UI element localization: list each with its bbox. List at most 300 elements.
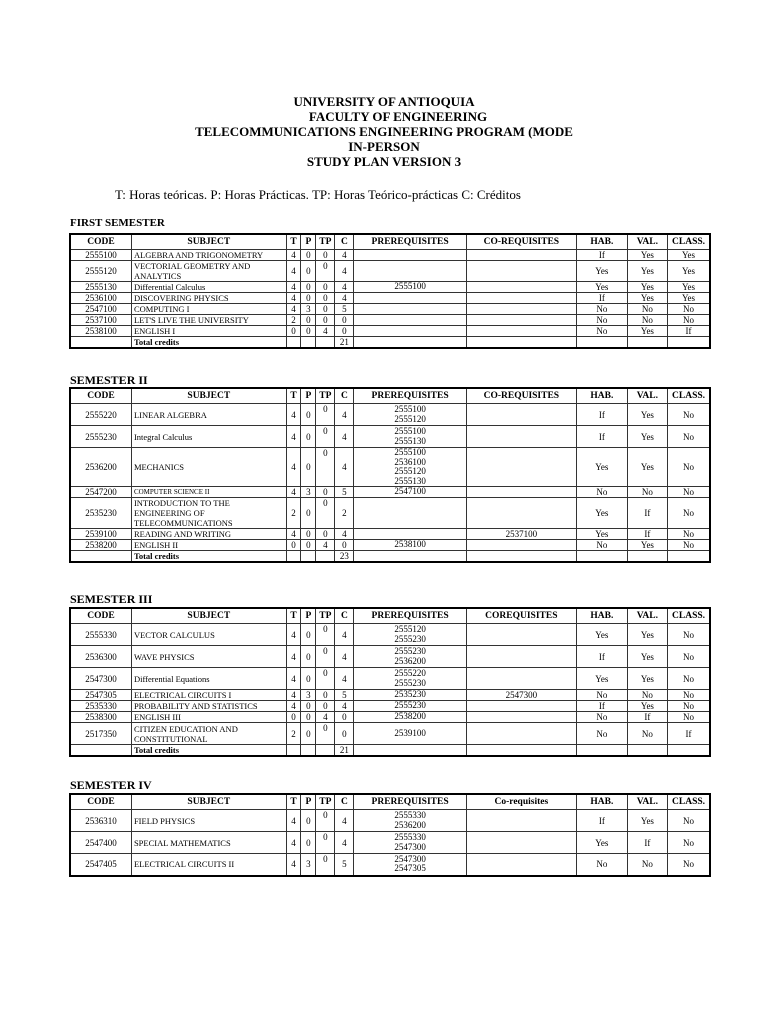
- cell-prerequisites: [354, 540, 466, 551]
- total-credits-label: Total credits: [131, 337, 286, 349]
- cell-subject: VECTORIAL GEOMETRY AND ANALYTICS: [131, 261, 286, 282]
- column-header-corequisites: CO-REQUISITES: [466, 234, 576, 250]
- cell-hab: If: [576, 646, 627, 668]
- cell-p: 0: [301, 293, 316, 304]
- cell-code: 2555120: [70, 261, 131, 282]
- empty-cell: [301, 337, 316, 349]
- cell-c: 0: [335, 712, 354, 723]
- empty-cell: [668, 551, 710, 563]
- cell-class: No: [668, 404, 710, 426]
- cell-tp: 0: [316, 487, 335, 498]
- cell-p: 0: [301, 832, 316, 854]
- cell-class: No: [668, 304, 710, 315]
- cell-subject: SPECIAL MATHEMATICS: [131, 832, 286, 854]
- total-credits-row: [70, 745, 710, 757]
- cell-tp: 0: [316, 810, 335, 832]
- table-row: [70, 498, 710, 529]
- cell-corequisites: [466, 498, 576, 529]
- cell-corequisites: [466, 712, 576, 723]
- column-header-t: T: [286, 234, 301, 250]
- cell-val: No: [627, 854, 667, 876]
- cell-subject: ENGLISH III: [131, 712, 286, 723]
- cell-hab: No: [576, 326, 627, 337]
- cell-val: No: [627, 723, 667, 745]
- semester-3-title: SEMESTER III: [70, 592, 153, 606]
- empty-cell: [354, 551, 466, 563]
- prerequisite-code: 2536100: [394, 456, 426, 467]
- semester-1-title: FIRST SEMESTER: [70, 217, 165, 229]
- table-header-row: [70, 794, 710, 810]
- cell-code: 2536100: [70, 293, 131, 304]
- cell-t: 0: [286, 326, 301, 337]
- cell-subject: INTRODUCTION TO THE ENGINEERING OF TELECOMMUNICATIONS: [131, 498, 286, 529]
- table-row: [70, 668, 710, 690]
- cell-p: 0: [301, 315, 316, 326]
- cell-c: 4: [335, 832, 354, 854]
- prerequisite-code: 2547305: [394, 863, 426, 874]
- cell-corequisites: [466, 315, 576, 326]
- cell-corequisites: [466, 668, 576, 690]
- cell-t: 4: [286, 810, 301, 832]
- table-row: [70, 712, 710, 723]
- empty-cell: [70, 745, 131, 757]
- cell-t: 4: [286, 282, 301, 293]
- cell-prerequisites: [354, 723, 466, 745]
- cell-prerequisites: [354, 646, 466, 668]
- cell-c: 4: [335, 810, 354, 832]
- cell-c: 0: [335, 723, 354, 745]
- cell-hab: No: [576, 540, 627, 551]
- cell-code: 2536300: [70, 646, 131, 668]
- total-credits-value: 21: [335, 337, 354, 349]
- total-credits-label: Total credits: [131, 745, 286, 757]
- cell-code: 2538100: [70, 326, 131, 337]
- cell-c: 0: [335, 540, 354, 551]
- prerequisite-code: 2538100: [394, 539, 426, 550]
- table-row: [70, 540, 710, 551]
- cell-p: 3: [301, 854, 316, 876]
- cell-hab: No: [576, 315, 627, 326]
- cell-prerequisites: [354, 315, 466, 326]
- cell-hab: If: [576, 404, 627, 426]
- cell-tp: 0: [316, 529, 335, 540]
- prerequisite-code: 2555120: [394, 413, 426, 424]
- column-header-tp: TP: [316, 608, 335, 624]
- cell-prerequisites: [354, 487, 466, 498]
- semester-2-title: SEMESTER II: [70, 373, 148, 387]
- cell-prerequisites: [354, 712, 466, 723]
- total-credits-value: 23: [335, 551, 354, 563]
- column-header-tp: TP: [316, 794, 335, 810]
- cell-code: 2537100: [70, 315, 131, 326]
- table-row: [70, 404, 710, 426]
- cell-p: 0: [301, 326, 316, 337]
- cell-t: 4: [286, 448, 301, 487]
- column-header-t: T: [286, 608, 301, 624]
- cell-class: Yes: [668, 282, 710, 293]
- cell-corequisites: 2547300: [466, 690, 576, 701]
- cell-c: 4: [335, 293, 354, 304]
- cell-tp: 0: [316, 448, 335, 487]
- cell-prerequisites: [354, 261, 466, 282]
- cell-tp: 0: [316, 624, 335, 646]
- cell-p: 0: [301, 624, 316, 646]
- total-credits-row: [70, 337, 710, 349]
- cell-class: Yes: [668, 261, 710, 282]
- table-row: [70, 701, 710, 712]
- prerequisite-code: 2555230: [394, 646, 426, 656]
- cell-hab: No: [576, 304, 627, 315]
- cell-prerequisites: [354, 282, 466, 293]
- cell-subject: CITIZEN EDUCATION AND CONSTITUTIONAL: [131, 723, 286, 745]
- table-header-row: [70, 608, 710, 624]
- cell-p: 0: [301, 646, 316, 668]
- cell-prerequisites: [354, 448, 466, 487]
- prerequisite-code: 2547300: [394, 841, 426, 852]
- cell-t: 2: [286, 315, 301, 326]
- cell-t: 4: [286, 701, 301, 712]
- prerequisite-code: 2535230: [394, 689, 426, 700]
- cell-prerequisites: [354, 426, 466, 448]
- cell-tp: 4: [316, 712, 335, 723]
- prerequisite-code: 2555230: [394, 633, 426, 644]
- cell-class: No: [668, 315, 710, 326]
- cell-hab: Yes: [576, 448, 627, 487]
- cell-tp: 0: [316, 832, 335, 854]
- cell-subject: WAVE PHYSICS: [131, 646, 286, 668]
- column-header-subject: SUBJECT: [131, 388, 286, 404]
- cell-corequisites: [466, 426, 576, 448]
- cell-subject: Integral Calculus: [131, 426, 286, 448]
- cell-corequisites: [466, 304, 576, 315]
- column-header-code: CODE: [70, 608, 131, 624]
- cell-code: 2555330: [70, 624, 131, 646]
- cell-tp: 0: [316, 304, 335, 315]
- empty-cell: [316, 337, 335, 349]
- cell-hab: No: [576, 712, 627, 723]
- cell-class: Yes: [668, 293, 710, 304]
- cell-corequisites: [466, 540, 576, 551]
- hours-legend: T: Horas teóricas. P: Horas Prácticas. TP: Horas Teórico-prácticas C: Créditos: [115, 187, 521, 202]
- table-row: [70, 282, 710, 293]
- cell-t: 4: [286, 646, 301, 668]
- cell-hab: If: [576, 810, 627, 832]
- prerequisite-code: 2536200: [394, 819, 426, 830]
- cell-c: 4: [335, 426, 354, 448]
- cell-subject: PROBABILITY AND STATISTICS: [131, 701, 286, 712]
- column-header-p: P: [301, 388, 316, 404]
- cell-p: 3: [301, 690, 316, 701]
- cell-corequisites: [466, 723, 576, 745]
- cell-t: 4: [286, 624, 301, 646]
- cell-c: 4: [335, 646, 354, 668]
- table-row: [70, 723, 710, 745]
- column-header-val: VAL.: [627, 234, 667, 250]
- empty-cell: [286, 551, 301, 563]
- cell-code: 2555130: [70, 282, 131, 293]
- cell-p: 3: [301, 487, 316, 498]
- table-row: [70, 624, 710, 646]
- cell-val: Yes: [627, 426, 667, 448]
- document-header: [0, 94, 768, 169]
- prerequisite-code: 2555330: [394, 832, 426, 842]
- cell-subject: ELECTRICAL CIRCUITS II: [131, 854, 286, 876]
- cell-val: If: [627, 832, 667, 854]
- table-header-row: [70, 234, 710, 250]
- cell-code: 2555230: [70, 426, 131, 448]
- cell-prerequisites: [354, 293, 466, 304]
- cell-tp: 0: [316, 690, 335, 701]
- cell-subject: ALGEBRA AND TRIGONOMETRY: [131, 250, 286, 261]
- cell-subject: Differential Calculus: [131, 282, 286, 293]
- table-header-row: [70, 388, 710, 404]
- cell-corequisites: [466, 326, 576, 337]
- column-header-class: CLASS.: [668, 608, 710, 624]
- cell-val: Yes: [627, 261, 667, 282]
- cell-c: 4: [335, 624, 354, 646]
- column-header-class: CLASS.: [668, 388, 710, 404]
- cell-val: Yes: [627, 326, 667, 337]
- column-header-t: T: [286, 388, 301, 404]
- cell-p: 0: [301, 426, 316, 448]
- prerequisite-code: 2555130: [394, 475, 426, 486]
- column-header-hab: HAB.: [576, 234, 627, 250]
- cell-code: 2536310: [70, 810, 131, 832]
- cell-class: No: [668, 810, 710, 832]
- prerequisite-code: 2538200: [394, 711, 426, 722]
- cell-tp: 0: [316, 701, 335, 712]
- cell-hab: Yes: [576, 498, 627, 529]
- cell-subject: READING AND WRITING: [131, 529, 286, 540]
- column-header-tp: TP: [316, 388, 335, 404]
- cell-code: 2547405: [70, 854, 131, 876]
- cell-class: No: [668, 624, 710, 646]
- table-row: [70, 261, 710, 282]
- cell-corequisites: [466, 404, 576, 426]
- cell-c: 2: [335, 498, 354, 529]
- cell-p: 0: [301, 668, 316, 690]
- cell-p: 0: [301, 701, 316, 712]
- cell-subject: MECHANICS: [131, 448, 286, 487]
- cell-hab: No: [576, 690, 627, 701]
- cell-val: Yes: [627, 810, 667, 832]
- cell-subject: ENGLISH II: [131, 540, 286, 551]
- empty-cell: [70, 337, 131, 349]
- cell-val: If: [627, 529, 667, 540]
- cell-subject: ENGLISH I: [131, 326, 286, 337]
- column-header-subject: SUBJECT: [131, 234, 286, 250]
- table-row: [70, 487, 710, 498]
- cell-code: 2536200: [70, 448, 131, 487]
- column-header-corequisites: CO-REQUISITES: [466, 388, 576, 404]
- table-row: [70, 854, 710, 876]
- empty-cell: [70, 551, 131, 563]
- cell-p: 0: [301, 404, 316, 426]
- cell-c: 5: [335, 854, 354, 876]
- cell-corequisites: [466, 624, 576, 646]
- table-row: [70, 326, 710, 337]
- column-header-c: C: [335, 608, 354, 624]
- cell-t: 4: [286, 261, 301, 282]
- cell-class: No: [668, 448, 710, 487]
- cell-tp: 0: [316, 723, 335, 745]
- table-row: [70, 293, 710, 304]
- cell-c: 0: [335, 315, 354, 326]
- cell-tp: 0: [316, 854, 335, 876]
- cell-code: 2555220: [70, 404, 131, 426]
- cell-code: 2555100: [70, 250, 131, 261]
- cell-p: 0: [301, 810, 316, 832]
- prerequisite-code: 2547300: [394, 853, 426, 864]
- column-header-hab: HAB.: [576, 388, 627, 404]
- empty-cell: [466, 551, 576, 563]
- column-header-prerequisites: PREREQUISITES: [354, 794, 466, 810]
- column-header-val: VAL.: [627, 388, 667, 404]
- column-header-c: C: [335, 388, 354, 404]
- cell-code: 2538300: [70, 712, 131, 723]
- cell-class: No: [668, 498, 710, 529]
- cell-subject: LINEAR ALGEBRA: [131, 404, 286, 426]
- empty-cell: [466, 337, 576, 349]
- cell-prerequisites: [354, 624, 466, 646]
- cell-prerequisites: [354, 832, 466, 854]
- cell-p: 3: [301, 304, 316, 315]
- cell-c: 0: [335, 326, 354, 337]
- cell-p: 0: [301, 712, 316, 723]
- cell-corequisites: [466, 854, 576, 876]
- cell-class: No: [668, 712, 710, 723]
- prerequisite-code: 2555330: [394, 810, 426, 820]
- cell-class: If: [668, 326, 710, 337]
- empty-cell: [301, 745, 316, 757]
- cell-hab: Yes: [576, 529, 627, 540]
- cell-tp: 4: [316, 540, 335, 551]
- cell-code: 2547305: [70, 690, 131, 701]
- cell-val: No: [627, 487, 667, 498]
- empty-cell: [301, 551, 316, 563]
- cell-prerequisites: [354, 304, 466, 315]
- cell-hab: Yes: [576, 624, 627, 646]
- total-credits-value: 21: [335, 745, 354, 757]
- cell-val: Yes: [627, 293, 667, 304]
- column-header-class: CLASS.: [668, 794, 710, 810]
- cell-class: No: [668, 668, 710, 690]
- cell-subject: VECTOR CALCULUS: [131, 624, 286, 646]
- empty-cell: [354, 337, 466, 349]
- prerequisite-code: 2555120: [394, 624, 426, 634]
- cell-t: 4: [286, 529, 301, 540]
- cell-hab: No: [576, 854, 627, 876]
- cell-code: 2547300: [70, 668, 131, 690]
- cell-t: 0: [286, 540, 301, 551]
- semester-4-title: SEMESTER IV: [70, 778, 152, 792]
- cell-class: If: [668, 723, 710, 745]
- column-header-corequisites: COREQUISITES: [466, 608, 576, 624]
- cell-hab: Yes: [576, 668, 627, 690]
- cell-t: 2: [286, 723, 301, 745]
- prerequisite-code: 2555230: [394, 700, 426, 711]
- semester-2-table: [69, 387, 711, 563]
- cell-t: 0: [286, 712, 301, 723]
- university-name: UNIVERSITY OF ANTIOQUIA: [293, 94, 475, 109]
- cell-tp: 0: [316, 668, 335, 690]
- column-header-val: VAL.: [627, 608, 667, 624]
- cell-c: 5: [335, 487, 354, 498]
- empty-cell: [466, 745, 576, 757]
- column-header-p: P: [301, 234, 316, 250]
- cell-val: Yes: [627, 701, 667, 712]
- cell-class: No: [668, 832, 710, 854]
- cell-t: 4: [286, 854, 301, 876]
- cell-prerequisites: [354, 668, 466, 690]
- cell-p: 0: [301, 250, 316, 261]
- cell-val: Yes: [627, 282, 667, 293]
- cell-corequisites: [466, 646, 576, 668]
- cell-c: 4: [335, 701, 354, 712]
- prerequisite-code: 2536200: [394, 655, 426, 666]
- cell-val: No: [627, 304, 667, 315]
- empty-cell: [576, 551, 627, 563]
- table-row: [70, 810, 710, 832]
- cell-prerequisites: [354, 529, 466, 540]
- empty-cell: [316, 551, 335, 563]
- study-plan-version: STUDY PLAN VERSION 3: [306, 154, 462, 169]
- column-header-c: C: [335, 234, 354, 250]
- cell-p: 0: [301, 282, 316, 293]
- cell-code: 2547200: [70, 487, 131, 498]
- cell-prerequisites: [354, 250, 466, 261]
- cell-prerequisites: [354, 498, 466, 529]
- cell-val: Yes: [627, 250, 667, 261]
- column-header-prerequisites: PREREQUISITES: [354, 234, 466, 250]
- cell-corequisites: 2537100: [466, 529, 576, 540]
- cell-code: 2535230: [70, 498, 131, 529]
- cell-t: 4: [286, 404, 301, 426]
- empty-cell: [627, 551, 667, 563]
- empty-cell: [668, 337, 710, 349]
- cell-prerequisites: [354, 326, 466, 337]
- table-row: [70, 832, 710, 854]
- cell-t: 4: [286, 304, 301, 315]
- cell-class: No: [668, 540, 710, 551]
- column-header-val: VAL.: [627, 794, 667, 810]
- cell-code: 2547100: [70, 304, 131, 315]
- cell-t: 4: [286, 250, 301, 261]
- cell-hab: Yes: [576, 832, 627, 854]
- cell-c: 5: [335, 304, 354, 315]
- prerequisite-code: 2555130: [394, 435, 426, 446]
- empty-cell: [286, 337, 301, 349]
- cell-corequisites: [466, 282, 576, 293]
- column-header-code: CODE: [70, 234, 131, 250]
- prerequisite-code: 2555230: [394, 677, 426, 688]
- cell-tp: 4: [316, 326, 335, 337]
- cell-t: 4: [286, 293, 301, 304]
- cell-subject: FIELD PHYSICS: [131, 810, 286, 832]
- cell-tp: 0: [316, 646, 335, 668]
- program-mode: IN-PERSON: [348, 139, 420, 154]
- empty-cell: [576, 745, 627, 757]
- semester-1-table: [69, 233, 711, 349]
- prerequisite-code: 2555100: [394, 404, 426, 414]
- column-header-corequisites: Co-requisites: [466, 794, 576, 810]
- cell-tp: 0: [316, 498, 335, 529]
- table-row: [70, 448, 710, 487]
- cell-c: 4: [335, 668, 354, 690]
- cell-code: 2535330: [70, 701, 131, 712]
- cell-t: 4: [286, 487, 301, 498]
- cell-corequisites: [466, 293, 576, 304]
